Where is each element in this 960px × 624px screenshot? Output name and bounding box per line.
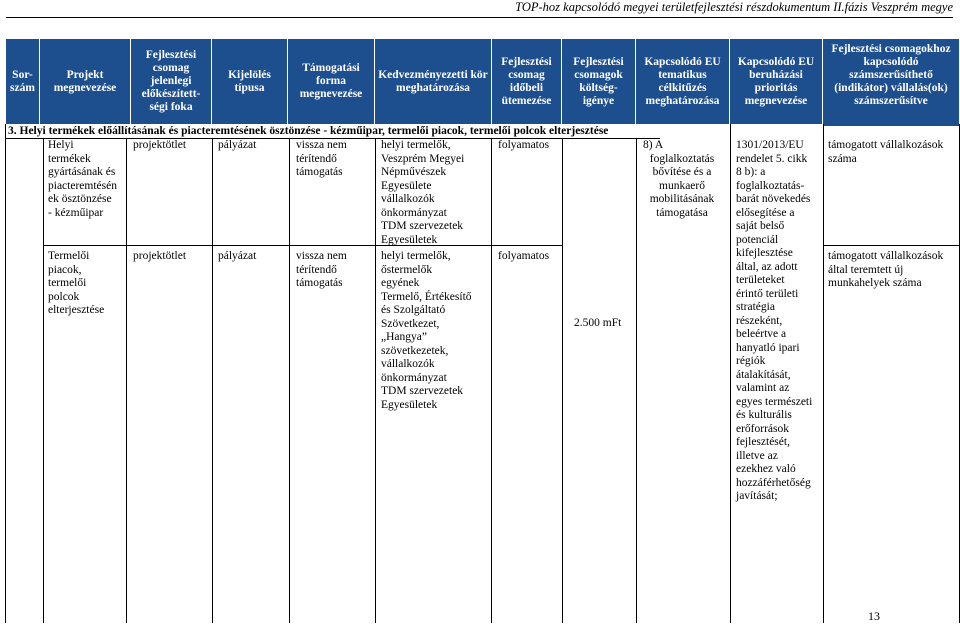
row1-readiness: projektötlet: [133, 139, 187, 151]
header-beneficiaries: Kedvezményezetti kör meghatározása: [375, 39, 491, 124]
row2-designation: pályázat: [218, 250, 257, 262]
grid-line: [43, 138, 44, 623]
header-cost: Fejlesztési csomagok költség-igénye: [562, 39, 635, 124]
grid-line: [491, 138, 492, 623]
header-schedule: Fejlesztési csomag időbeli ütemezése: [492, 39, 561, 124]
row2-project-name: Termelői piacok, termelői polcok elterjesztése: [48, 250, 105, 316]
grid-line: [636, 138, 637, 623]
row2-indicators: támogatott vállalkozások által teremtett új munkahelyek száma: [828, 250, 944, 289]
row1-schedule: folyamatos: [498, 139, 550, 151]
grid-line: [562, 138, 563, 623]
row1-designation: pályázat: [218, 139, 257, 151]
grid-line: [5, 124, 6, 623]
row1-indicators: támogatott vállalkozások száma: [828, 139, 944, 165]
grid-line: [375, 138, 376, 623]
row2-schedule: folyamatos: [498, 250, 550, 262]
grid-line: [730, 124, 731, 623]
header-eu-priority: Kapcsolódó EU beruházási prioritás megnevezése: [730, 39, 822, 124]
grid-line: [212, 138, 213, 623]
row1-support-form: vissza nem térítendő támogatás: [296, 139, 347, 178]
header-readiness: Fejlesztési csomag jelenlegi előkészített-ségi foka: [131, 39, 211, 124]
cost-value: 2.500 mFt: [574, 317, 622, 329]
header-row-number: Sor-szám: [6, 39, 39, 124]
grid-line: [43, 245, 562, 246]
grid-line: [823, 245, 959, 246]
grid-line: [126, 138, 127, 623]
grid-line: [823, 124, 824, 623]
section-title: 3. Helyi termékek előállításának és piacteremtésének ösztönzése - kézműipar, termelői piacok, termelői polcok elterjesztése: [8, 125, 609, 137]
header-designation-type: Kijelölés típusa: [212, 39, 287, 124]
row2-support-form: vissza nem térítendő támogatás: [296, 250, 347, 289]
page-number: 13: [868, 609, 880, 623]
row2-readiness: projektötlet: [133, 250, 187, 262]
grid-line: [289, 138, 290, 623]
eu-priority: 1301/2013/EU rendelet 5. cikk 8 b): a foglalkoztatás- barát növekedés elősegítése a saját belső potenciál kifejlesztése által, az adott területeket érintő területi stratégia részeként, beleértve a hanyatló ipari régiók átalakítását, valamint az egyes természeti és kulturális erőforrások fejlesztését, illetve az ezekhez való hozzáférhetőség javítását;: [736, 139, 813, 502]
row1-project-name: Helyi termékek gyártásának és piacteremtésén ek ösztönzése - kézműipar: [48, 139, 117, 219]
header-support-form: Támogatási forma megnevezése: [288, 39, 374, 124]
row1-beneficiaries: helyi termelők, Veszprém Megyei Népművészek Egyesülete vállalkozók önkormányzat TDM szervezetek Egyesületek: [381, 139, 465, 246]
header-project-name: Projekt megnevezése: [40, 39, 130, 124]
header-indicators: Fejlesztési csomagokhoz kapcsolódó számszerűsíthető (indikátor) vállalás(ok) számszerűsítve: [823, 39, 959, 126]
row2-beneficiaries: helyi termelők, őstermelők egyének Termelő, Értékesítő és Szolgáltató Szövetkezet, „Hangya” szövetkezetek, vállalkozók önkormányzat TDM szervezetek Egyesületek: [381, 250, 472, 411]
eu-objective: 8) A foglalkoztatás bővítése és a munkaerő mobilitásának támogatása: [643, 139, 715, 219]
header-rule: [6, 17, 953, 18]
header-eu-objective: Kapcsolódó EU tematikus célkitűzés meghatározása: [636, 39, 729, 124]
running-header: TOP-hoz kapcsolódó megyei területfejlesztési részdokumentum II.fázis Veszprém megye: [515, 0, 953, 14]
